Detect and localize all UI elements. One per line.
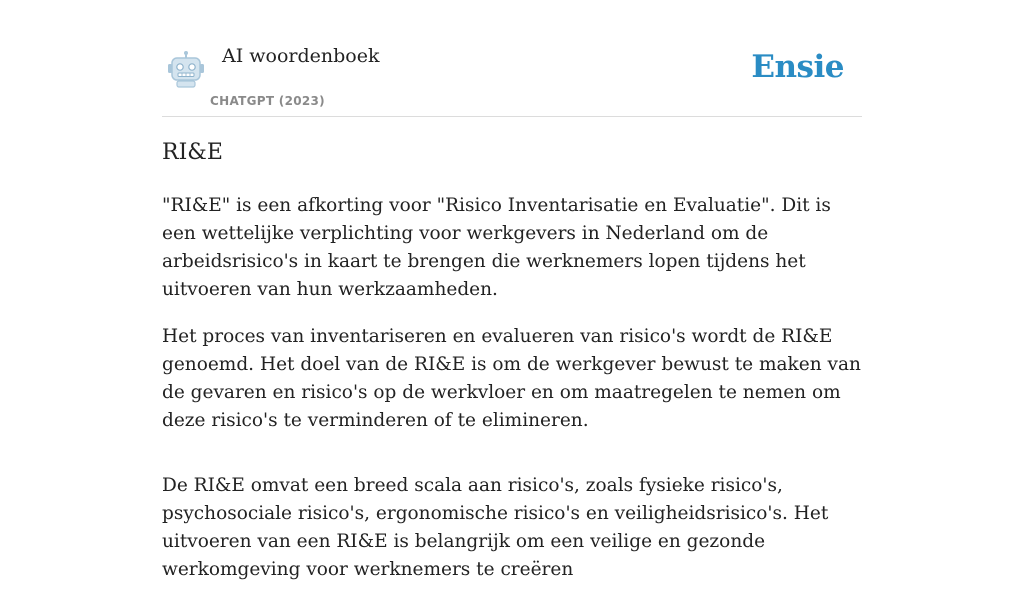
definition-paragraph: Het proces van inventariseren en evalueren van risico's wordt de RI&E genoemd. Het doel van de RI&E is om de werkgever bewust te maken van de gevaren en risico's op de werkvloer en om maatregelen te nemen om deze risico's te verminderen of te elimineren.	[162, 326, 861, 431]
source-title[interactable]: AI woordenboek	[222, 45, 380, 67]
term-title: RI&E	[162, 140, 223, 165]
definition-paragraph: "RI&E" is een afkorting voor "Risico Inventarisatie en Evaluatie". Dit is een wettelijke verplichting voor werkgevers in Nederland om de arbeidsrisico's in kaart te brengen die werknemers lopen tijdens het uitvoeren van hun werkzaamheden.	[162, 195, 831, 300]
header	[162, 0, 862, 117]
definition-body	[162, 192, 862, 603]
definition-paragraph: De RI&E omvat een breed scala aan risico's, zoals fysieke risico's, psychosociale risico's, ergonomische risico's en veiligheidsrisico's. Het uitvoeren van een RI&E is belangrijk om een veilige en gezonde werkomgeving voor werknemers te creëren	[162, 475, 829, 580]
robot-icon	[166, 50, 206, 90]
content-container	[162, 0, 862, 580]
source-subtitle: CHATGPT (2023)	[210, 94, 325, 108]
brand-logo[interactable]: Ensie	[751, 49, 844, 85]
